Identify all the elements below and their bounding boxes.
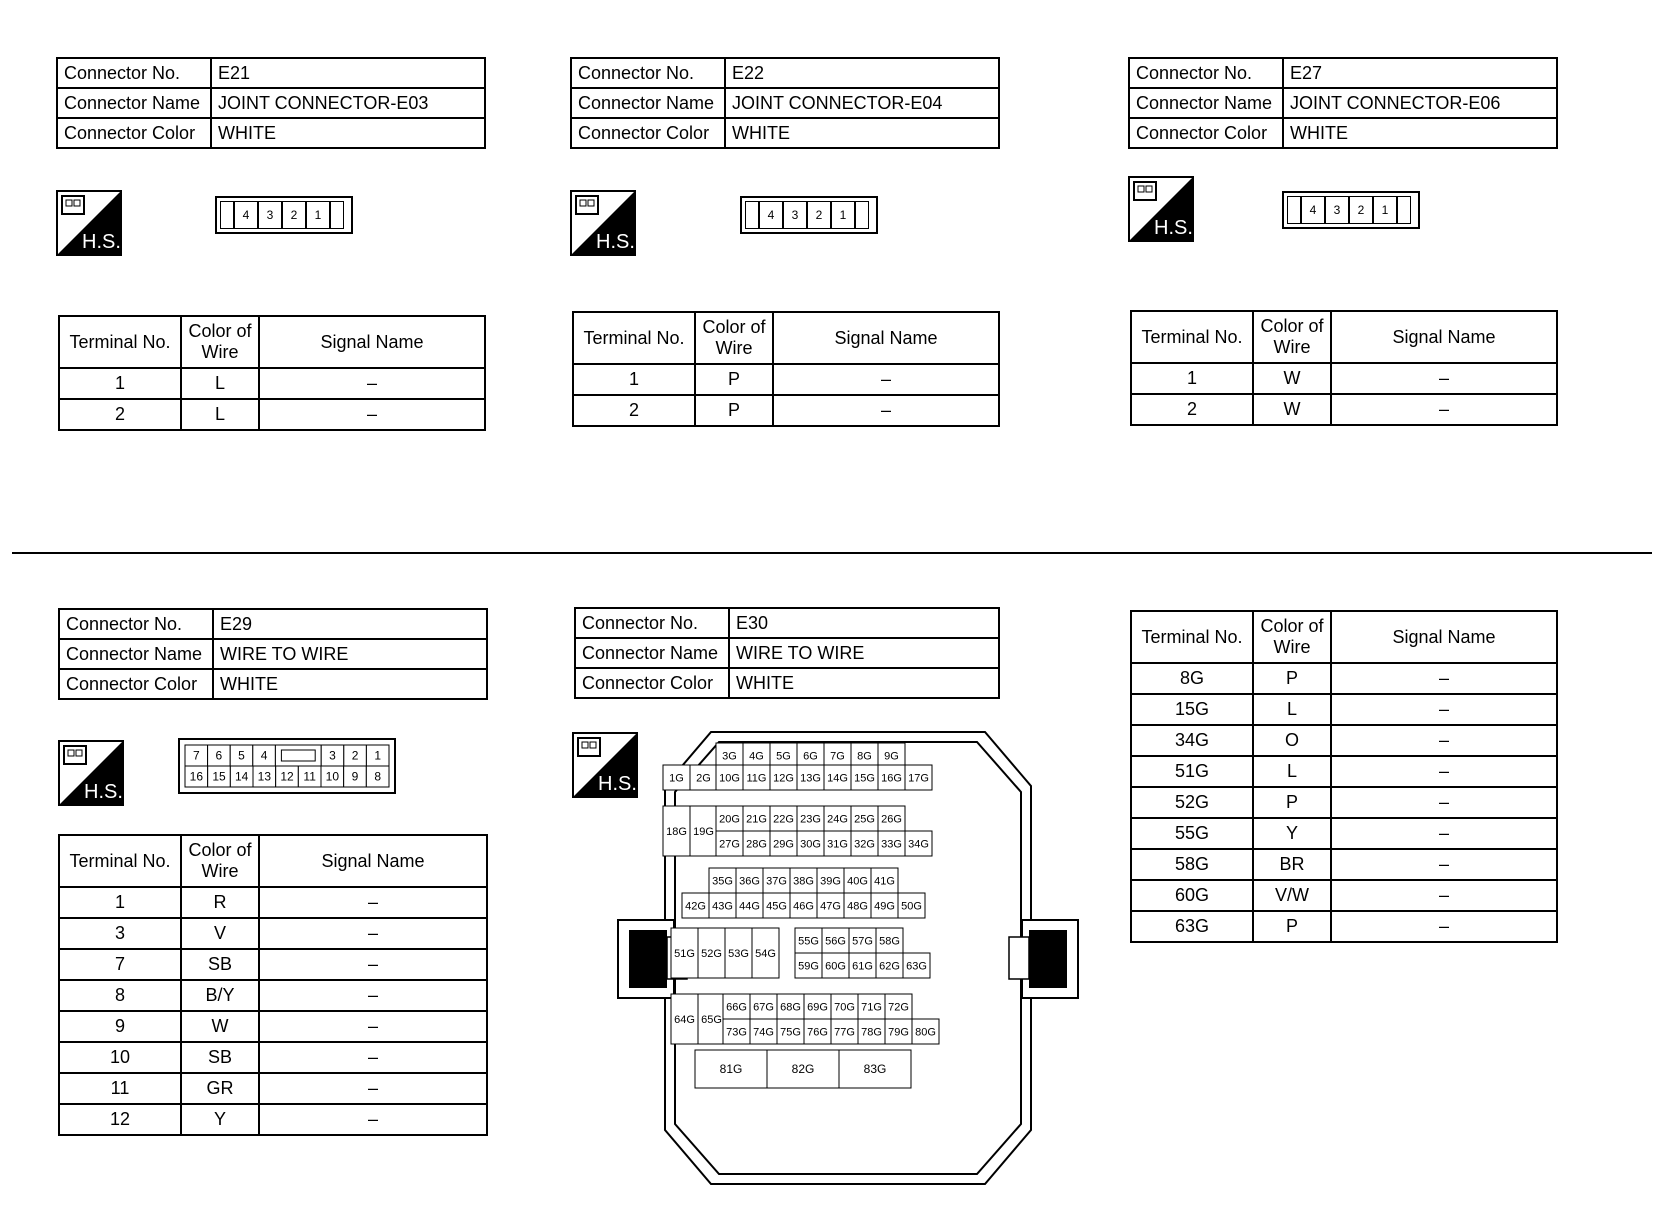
pin-label: 55G: [798, 935, 819, 948]
table-row: 58G BR –: [1131, 849, 1557, 880]
pin-label: 66G: [726, 1001, 747, 1014]
hs-label: H.S.: [84, 781, 123, 803]
pin-label: 44G: [739, 900, 760, 913]
table-row: 7 SB –: [59, 949, 487, 980]
pin-label: 48G: [847, 900, 868, 913]
pin-label: 20G: [719, 813, 740, 826]
pin-label: 10G: [719, 772, 740, 785]
pin-label: 49G: [874, 900, 895, 913]
pin-label: 37G: [766, 875, 787, 888]
pin-label: 10: [325, 769, 340, 784]
label-connector-name: Connector Name: [59, 639, 213, 669]
e22-terminal-table: [572, 311, 1000, 427]
table-row: 12 Y –: [59, 1104, 487, 1135]
hs-label: H.S.: [82, 231, 121, 253]
connector-no-value: E27: [1283, 58, 1557, 88]
pin-label: 77G: [834, 1026, 855, 1039]
pin-label: 53G: [728, 948, 749, 960]
pin-label: 67G: [753, 1001, 774, 1014]
lock-tab: [855, 201, 869, 229]
connector-name-value: WIRE TO WIRE: [213, 639, 487, 669]
e29-connector-info: [58, 608, 488, 700]
e21-terminal-table: [58, 315, 486, 431]
pin-label: 62G: [879, 960, 900, 973]
connector-name-value: JOINT CONNECTOR-E06: [1283, 88, 1557, 118]
connector-color-value: WHITE: [1283, 118, 1557, 148]
e21-connector-face: [215, 196, 353, 234]
header-terminal-no: Terminal No.: [59, 316, 181, 368]
pin-label: 50G: [901, 900, 922, 913]
label-connector-color: Connector Color: [575, 668, 729, 698]
pin-label: 12: [280, 769, 294, 784]
lock-tab: [220, 201, 234, 229]
pin-label: 59G: [798, 960, 819, 973]
pin-label: 4: [260, 748, 268, 763]
connector-no-value: E22: [725, 58, 999, 88]
pin-label: 13G: [800, 772, 821, 785]
header-terminal-no: Terminal No.: [1131, 311, 1253, 363]
pin-label: 61G: [852, 960, 873, 973]
pin-label: 60G: [825, 960, 846, 973]
label-connector-name: Connector Name: [571, 88, 725, 118]
pin-label: 22G: [773, 813, 794, 826]
hs-label: H.S.: [596, 231, 635, 253]
pin-cell: 4: [234, 201, 258, 229]
pin-label: 64G: [674, 1014, 695, 1026]
pin-label: 57G: [852, 935, 873, 948]
pin-label: 83G: [863, 1062, 887, 1076]
header-signal-name: Signal Name: [773, 312, 999, 364]
pin-label: 9: [351, 769, 359, 784]
table-row: 34G O –: [1131, 725, 1557, 756]
pin-label: 42G: [685, 900, 706, 913]
connector-color-value: WHITE: [725, 118, 999, 148]
connector-name-value: WIRE TO WIRE: [729, 638, 999, 668]
table-row: 8 B/Y –: [59, 980, 487, 1011]
e29-connector-face: [178, 738, 396, 794]
e30-connector-face: [615, 730, 1081, 1186]
table-row: 8G P –: [1131, 663, 1557, 694]
pin-label: 38G: [793, 875, 814, 888]
pin-label: 76G: [807, 1026, 828, 1039]
label-connector-no: Connector No.: [571, 58, 725, 88]
pin-label: 56G: [825, 935, 846, 948]
header-signal-name: Signal Name: [1331, 611, 1557, 663]
connector-color-value: WHITE: [213, 669, 487, 699]
header-terminal-no: Terminal No.: [573, 312, 695, 364]
pin-label: 14: [234, 769, 249, 784]
pin-label: 1G: [669, 772, 684, 785]
pin-label: 15G: [854, 772, 875, 785]
pin-cell: 3: [258, 201, 282, 229]
pin-label: 34G: [908, 838, 929, 851]
header-color-of-wire: Color of Wire: [1253, 611, 1331, 663]
pin-label: 6G: [803, 750, 818, 763]
pin-label: 17G: [908, 772, 929, 785]
pin-label: 24G: [827, 813, 848, 826]
e27-connector-info: [1128, 57, 1558, 149]
header-color-of-wire: Color of Wire: [181, 316, 259, 368]
pin-label: 7G: [830, 750, 845, 763]
pin-cell: 1: [306, 201, 330, 229]
pin-label: 23G: [800, 813, 821, 826]
e22-connector-face: [740, 196, 878, 234]
pin-label: 47G: [820, 900, 841, 913]
hs-icon: [1128, 176, 1192, 240]
pin-label: 2G: [696, 772, 711, 785]
label-connector-name: Connector Name: [1129, 88, 1283, 118]
pin-label: 3G: [722, 750, 737, 763]
pin-label: 69G: [807, 1001, 828, 1014]
pin-label: 31G: [827, 838, 848, 851]
pin-label: 11G: [746, 772, 767, 785]
pin-cell: 1: [1373, 196, 1397, 224]
table-row: 10 SB –: [59, 1042, 487, 1073]
lock-tab: [330, 201, 344, 229]
label-connector-no: Connector No.: [575, 608, 729, 638]
table-row: 1 L –: [59, 368, 485, 399]
pin-label: 74G: [753, 1026, 774, 1039]
pin-label: 29G: [773, 838, 794, 851]
table-row: 2 P –: [573, 395, 999, 426]
lock-tab: [1287, 196, 1301, 224]
label-connector-color: Connector Color: [571, 118, 725, 148]
table-row: 1 W –: [1131, 363, 1557, 394]
header-signal-name: Signal Name: [259, 316, 485, 368]
e21-connector-info: [56, 57, 486, 149]
header-signal-name: Signal Name: [259, 835, 487, 887]
pin-cell: 1: [831, 201, 855, 229]
e27-connector-face: [1282, 191, 1420, 229]
connector-name-value: JOINT CONNECTOR-E04: [725, 88, 999, 118]
pin-label: 80G: [915, 1026, 936, 1039]
header-color-of-wire: Color of Wire: [695, 312, 773, 364]
pin-cell: 3: [783, 201, 807, 229]
pin-label: 40G: [847, 875, 868, 888]
pin-label: 11: [303, 769, 316, 784]
table-row: 11 GR –: [59, 1073, 487, 1104]
pin-label: 41G: [874, 875, 895, 888]
e22-connector-info: [570, 57, 1000, 149]
pin-label: 13: [257, 769, 272, 784]
pin-label: 81G: [719, 1062, 743, 1076]
pin-label: 18G: [666, 826, 687, 838]
pin-label: 30G: [800, 838, 821, 851]
pin-label: 19G: [693, 826, 714, 838]
pin-label: 8: [374, 769, 382, 784]
pin-cell: 2: [807, 201, 831, 229]
table-row: 63G P –: [1131, 911, 1557, 942]
pin-label: 75G: [780, 1026, 801, 1039]
label-connector-no: Connector No.: [57, 58, 211, 88]
pin-label: 9G: [884, 750, 899, 763]
table-row: 9 W –: [59, 1011, 487, 1042]
connector-color-value: WHITE: [211, 118, 485, 148]
pin-label: 79G: [888, 1026, 909, 1039]
table-row: 60G V/W –: [1131, 880, 1557, 911]
pin-label: 46G: [793, 900, 814, 913]
pin-label: 6: [215, 748, 223, 763]
e29-terminal-table: [58, 834, 488, 1136]
label-connector-color: Connector Color: [59, 669, 213, 699]
pin-label: 45G: [766, 900, 787, 913]
pin-label: 26G: [881, 813, 902, 826]
label-connector-color: Connector Color: [57, 118, 211, 148]
label-connector-no: Connector No.: [59, 609, 213, 639]
pin-label: 28G: [746, 838, 767, 851]
pin-label: 71G: [861, 1001, 882, 1014]
pin-label: 51G: [674, 948, 695, 960]
hs-icon: [570, 190, 634, 254]
pin-label: 78G: [861, 1026, 882, 1039]
hs-label: H.S.: [598, 773, 637, 795]
pin-label: 4G: [749, 750, 764, 763]
pin-label: 27G: [719, 838, 740, 851]
pin-label: 12G: [773, 772, 794, 785]
connector-no-value: E30: [729, 608, 999, 638]
table-row: 52G P –: [1131, 787, 1557, 818]
pin-label: 70G: [834, 1001, 855, 1014]
hs-label: H.S.: [1154, 217, 1193, 239]
pin-cell: 2: [1349, 196, 1373, 224]
pin-label: 8G: [857, 750, 872, 763]
table-row: 2 W –: [1131, 394, 1557, 425]
pin-cell: 4: [1301, 196, 1325, 224]
pin-label: 16: [189, 769, 204, 784]
pin-label: 52G: [701, 948, 722, 960]
header-terminal-no: Terminal No.: [59, 835, 181, 887]
header-terminal-no: Terminal No.: [1131, 611, 1253, 663]
pin-label: 36G: [739, 875, 760, 888]
pin-label: 72G: [888, 1001, 909, 1014]
lock-tab: [745, 201, 759, 229]
header-signal-name: Signal Name: [1331, 311, 1557, 363]
section-divider: [12, 552, 1652, 554]
e30-connector-info: [574, 607, 1000, 699]
header-color-of-wire: Color of Wire: [1253, 311, 1331, 363]
pin-label: 15: [212, 769, 226, 784]
table-row: 1 R –: [59, 887, 487, 918]
pin-label: 1: [374, 748, 382, 763]
lock-tab: [1397, 196, 1411, 224]
pin-label: 14G: [827, 772, 848, 785]
label-connector-name: Connector Name: [57, 88, 211, 118]
pin-label: 21G: [746, 813, 767, 826]
pin-cell: 4: [759, 201, 783, 229]
pin-label: 43G: [712, 900, 733, 913]
table-row: 55G Y –: [1131, 818, 1557, 849]
pin-label: 54G: [755, 948, 776, 960]
label-connector-name: Connector Name: [575, 638, 729, 668]
table-row: 3 V –: [59, 918, 487, 949]
pin-label: 3: [329, 748, 336, 763]
e30-terminal-table: [1130, 610, 1558, 943]
connector-name-value: JOINT CONNECTOR-E03: [211, 88, 485, 118]
pin-label: 16G: [881, 772, 902, 785]
connector-no-value: E21: [211, 58, 485, 88]
header-color-of-wire: Color of Wire: [181, 835, 259, 887]
table-row: 15G L –: [1131, 694, 1557, 725]
hs-icon: [58, 740, 122, 804]
table-row: 1 P –: [573, 364, 999, 395]
pin-label: 73G: [726, 1026, 747, 1039]
label-connector-color: Connector Color: [1129, 118, 1283, 148]
pin-cell: 2: [282, 201, 306, 229]
e27-terminal-table: [1130, 310, 1558, 426]
pin-label: 35G: [712, 875, 733, 888]
label-connector-no: Connector No.: [1129, 58, 1283, 88]
pin-label: 82G: [791, 1062, 815, 1076]
pin-label: 7: [192, 748, 200, 763]
pin-label: 5: [238, 748, 245, 763]
pin-label: 5G: [776, 750, 791, 763]
table-row: 2 L –: [59, 399, 485, 430]
pin-label: 2: [351, 748, 359, 763]
connector-no-value: E29: [213, 609, 487, 639]
pin-cell: 3: [1325, 196, 1349, 224]
pin-label: 25G: [854, 813, 875, 826]
pin-label: 33G: [881, 838, 902, 851]
hs-icon: [56, 190, 120, 254]
pin-label: 63G: [906, 960, 927, 973]
pin-label: 68G: [780, 1001, 801, 1014]
table-row: 51G L –: [1131, 756, 1557, 787]
pin-label: 65G: [701, 1014, 722, 1026]
connector-color-value: WHITE: [729, 668, 999, 698]
pin-label: 39G: [820, 875, 841, 888]
right-latch: [1029, 930, 1067, 988]
left-latch: [629, 930, 667, 988]
pin-label: 32G: [854, 838, 875, 851]
pin-label: 58G: [879, 935, 900, 948]
